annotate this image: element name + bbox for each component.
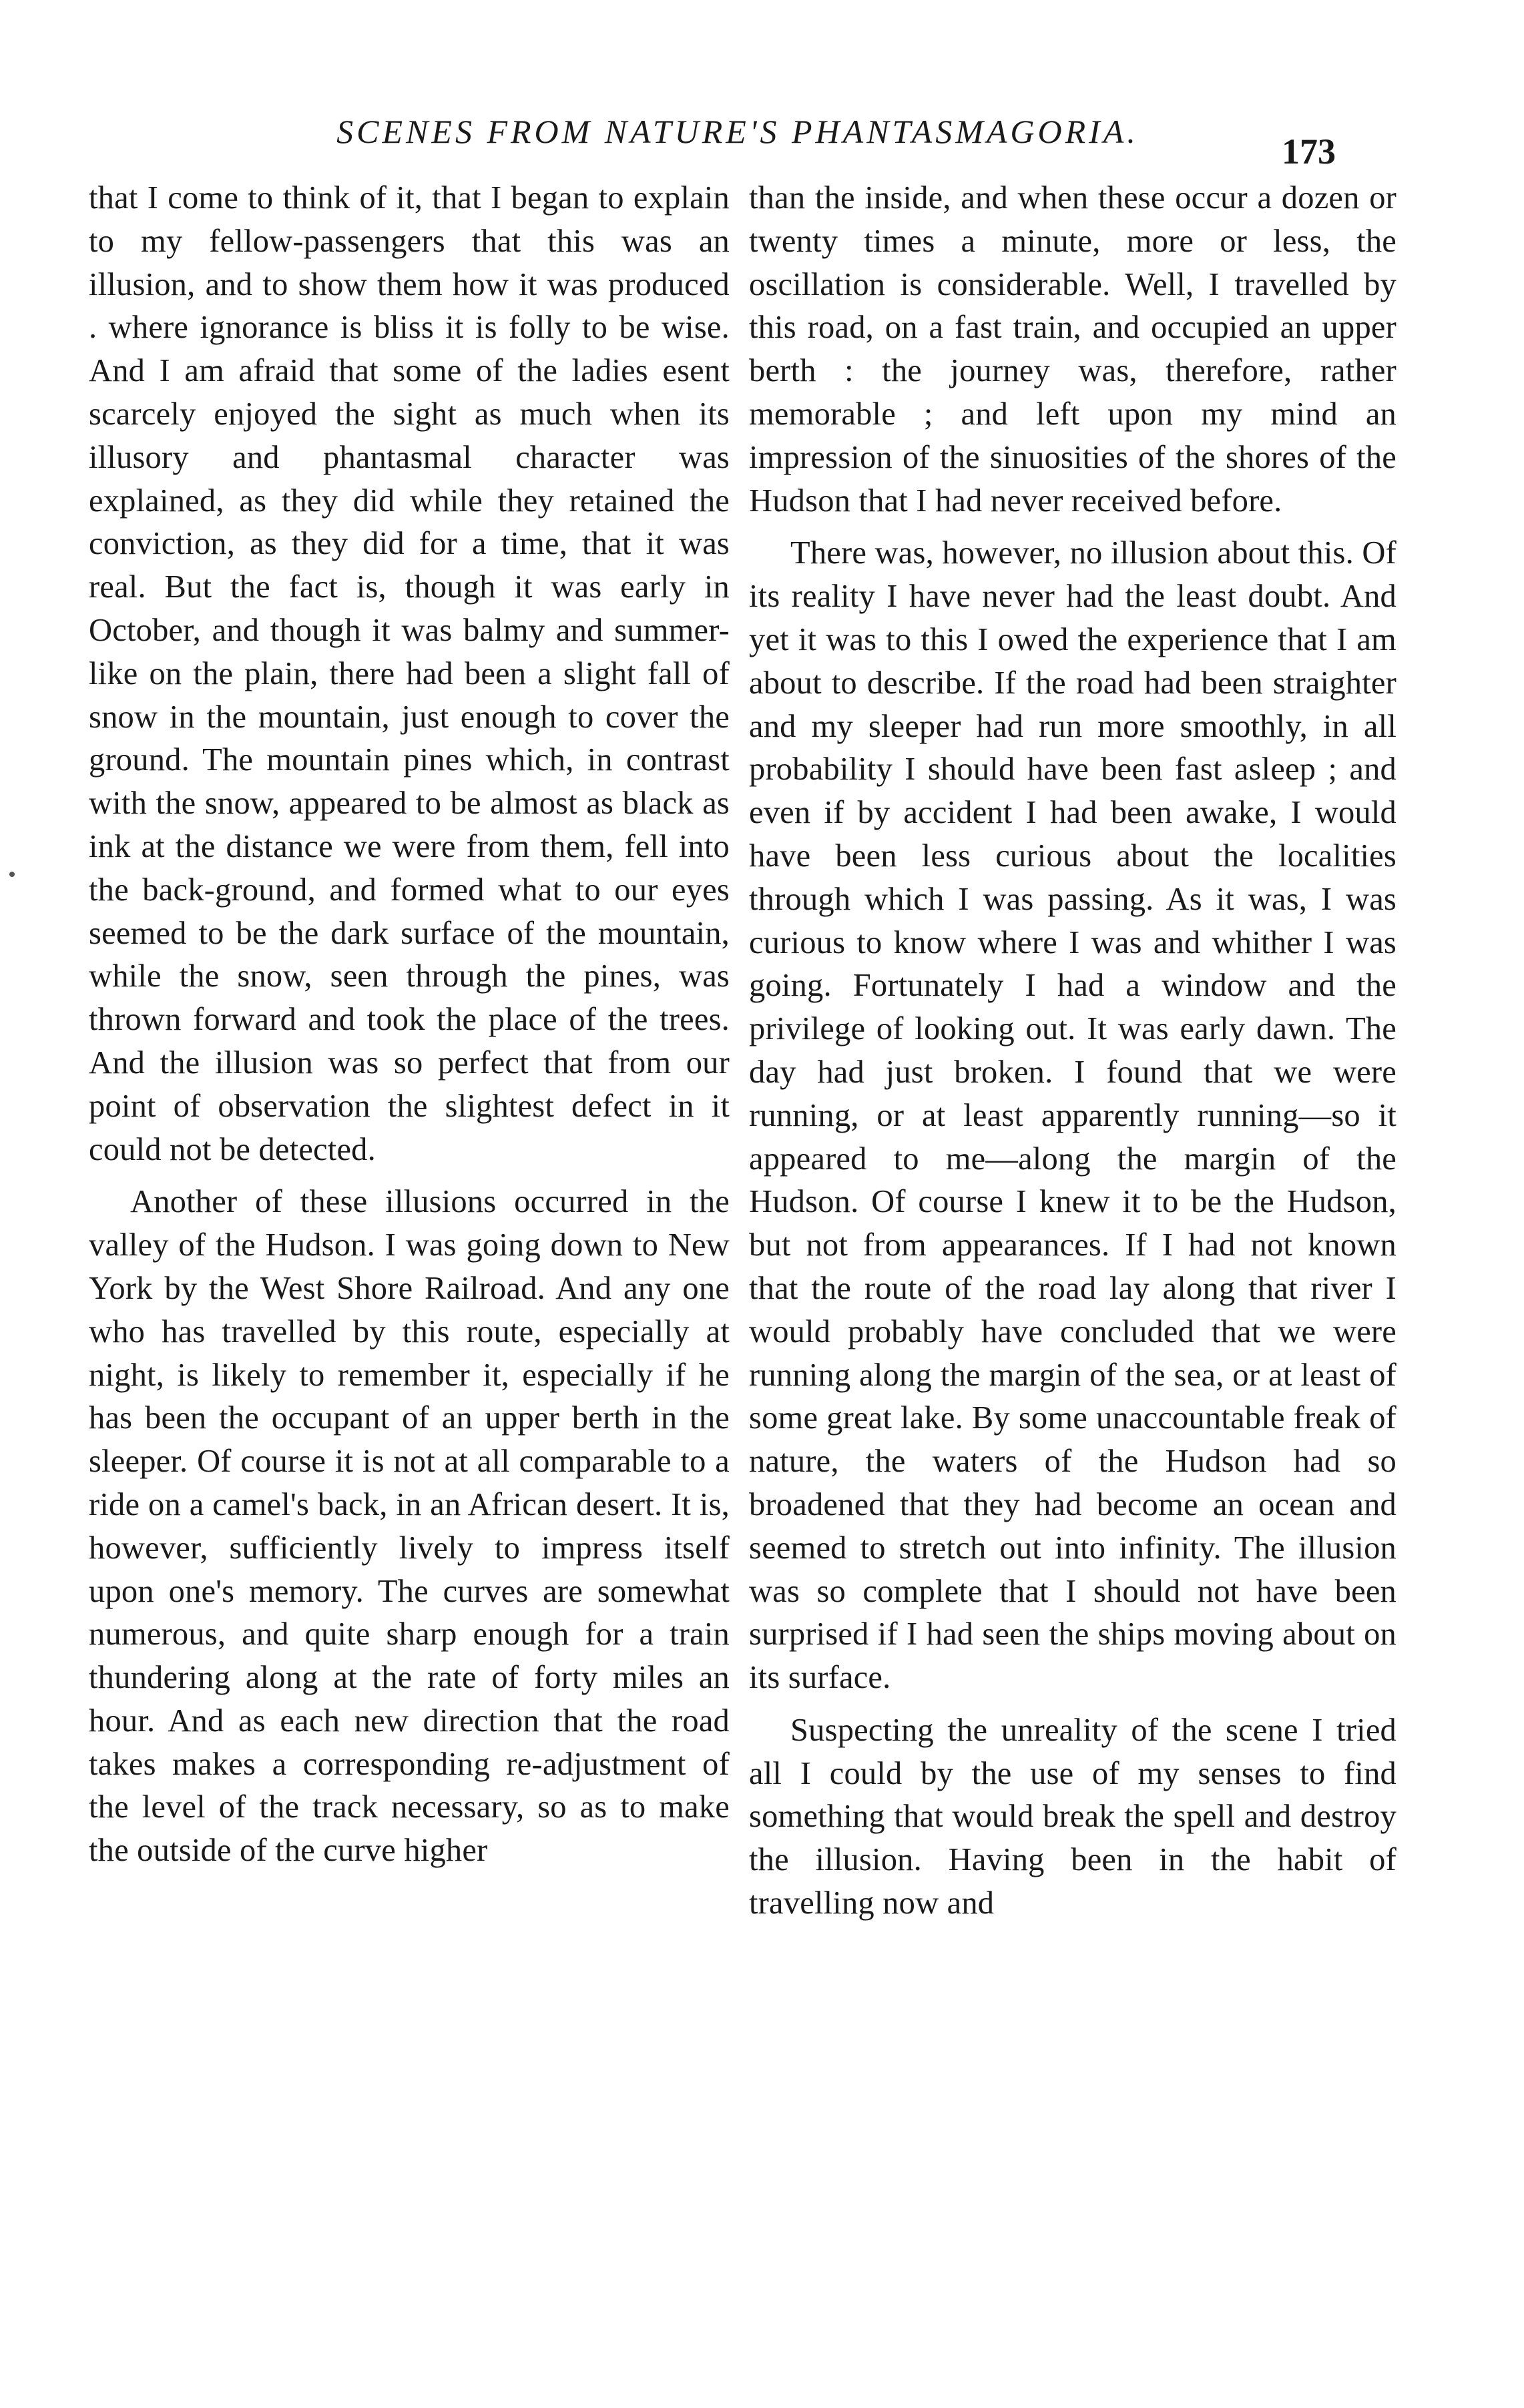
left-column	[89, 177, 730, 1873]
right-column	[749, 177, 1396, 1925]
paragraph: that I come to think of it, that I began to explain to my fellow-passengers that this was an illusion, and to show them how it was produced . where ignorance is bliss it is folly to be wise. And I am afraid that some of the ladies esent scarcely enjoyed the sight as much when its illusory and phantasmal character was explained, as they did while they retained the conviction, as they did for a time, that it was real. But the fact is, though it was early in October, and though it was balmy and summer-like on the plain, there had been a slight fall of snow in the mountain, just enough to cover the ground. The mountain pines which, in contrast with the snow, appeared to be almost as black as ink at the distance we were from them, fell into the back-ground, and formed what to our eyes seemed to be the dark surface of the mountain, while the snow, seen through the pines, was thrown forward and took the place of the trees. And the illusion was so perfect that from our point of observation the slightest defect in it could not be detected.	[89, 180, 730, 1167]
paragraph: Another of these illusions occurred in the valley of the Hudson. I was going down to New York by the West Shore Railroad. And any one who has travelled by this route, especially at night, is likely to remember it, especially if he has been the occupant of an upper berth in the sleeper. Of course it is not at all comparable to a ride on a camel's back, in an African desert. It is, however, sufficiently lively to impress itself upon one's memory. The curves are somewhat numerous, and quite sharp enough for a train thundering along at the rate of forty miles an hour. And as each new direction that the road takes makes a corresponding re-adjustment of the level of the track necessary, so as to make the outside of the curve higher	[89, 1184, 730, 1869]
margin-speck	[9, 872, 15, 877]
running-title: SCENES FROM NATURE'S PHANTASMAGORIA.	[336, 113, 1139, 150]
paragraph: than the inside, and when these occur a dozen or twenty times a minute, more or less, the oscillation is considerable. Well, I travelled by this road, on a fast train, and occupied an upper berth : the journey was, therefore, rather memorable ; and left upon my mind an impression of the sinuosities of the shores of the Hudson that I had never received before.	[749, 180, 1396, 519]
page-number: 173	[1282, 131, 1336, 172]
paragraph: There was, however, no illusion about this. Of its reality I have never had the least doubt. And yet it was to this I owed the experience that I am about to describe. If the road had been straighter and my sleeper had run more smoothly, in all probability I should have been fast asleep ; and even if by accident I had been awake, I would have been less curious about the localities through which I was passing. As it was, I was curious to know where I was and whither I was going. Fortunately I had a window and the privilege of looking out. It was early dawn. The day had just broken. I found that we were running, or at least apparently running—so it appeared to me—along the margin of the Hudson. Of course I knew it to be the Hudson, but not from appearances. If I had not known that the route of the road lay along that river I would probably have concluded that we were running along the margin of the sea, or at least of some great lake. By some unaccountable freak of nature, the waters of the Hudson had so broadened that they had become an ocean and seemed to stretch out into infinity. The illusion was so complete that I should not have been surprised if I had seen the ships moving about on its surface.	[749, 535, 1396, 1696]
paragraph: Suspecting the unreality of the scene I tried all I could by the use of my senses to find something that would break the spell and destroy the illusion. Having been in the habit of travelling now and	[749, 1712, 1396, 1921]
